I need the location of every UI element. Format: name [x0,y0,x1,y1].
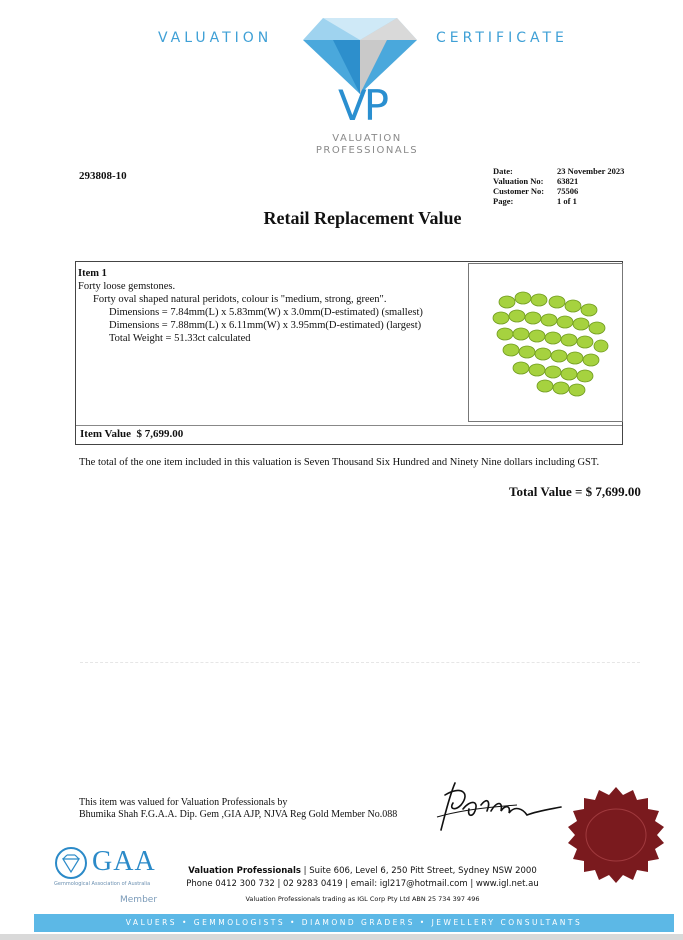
meta-label: Date: [493,166,513,176]
meta-block [493,166,624,206]
reference-number: 293808-10 [79,170,127,182]
valuer-block [79,797,397,821]
item-line-3: Dimensions = 7.84mm(L) x 5.83mm(W) x 3.0mm(D-estimated) (smallest) [109,307,423,318]
gemstone-photo [468,263,623,422]
item-value-label: Item Value [80,428,132,440]
item-line-4: Dimensions = 7.88mm(L) x 6.11mm(W) x 3.95mm(D-estimated) (largest) [109,320,422,331]
footer-address [0,866,683,876]
bottom-edge [0,934,683,940]
meta-row-date [493,166,624,176]
item-value-amount: $ 7,699.00 [136,428,184,440]
item-line-2: Forty oval shaped natural peridots, colour is "medium, strong, green". [93,294,387,305]
valuer-line-1: This item was valued for Valuation Professionals by [79,797,288,808]
total-value: Total Value = $ 7,699.00 [509,484,641,499]
signature-icon [427,775,567,835]
footer-trading: Valuation Professionals trading as IGL Corp Pty Ltd ABN 25 734 397 496 [245,895,480,903]
footer-contact: Phone 0412 300 732 | 02 9283 0419 | email: igl217@hotmail.com | www.igl.net.au [186,879,539,889]
meta-row-page [493,196,624,206]
gaa-logo-text: GAA [92,846,156,877]
meta-row-customer-no [493,186,624,196]
footer-company: Valuation Professionals [188,866,301,876]
meta-label: Customer No: [493,186,545,196]
peridot-cluster-icon [469,264,622,421]
header-valuation-word: VALUATION [158,30,273,46]
meta-value: 75506 [557,186,579,196]
item-heading: Item 1 [78,268,107,279]
header-certificate-word: CERTIFICATE [436,30,568,46]
divider [80,662,640,663]
item-line-1: Forty loose gemstones. [78,281,176,292]
meta-value: 23 November 2023 [557,166,625,176]
vp-logo-letters: VP [337,81,387,130]
gaa-full-name: Gemmological Association of Australia [54,881,151,887]
logo-line-valuation: VALUATION [332,133,402,144]
footer-band: VALUERS • GEMMOLOGISTS • DIAMOND GRADERS • JEWELLERY CONSULTANTS [34,914,674,932]
meta-row-valuation-no [493,176,624,186]
item-value [80,428,183,440]
item-line-5: Total Weight = 51.33ct calculated [109,333,251,344]
meta-value: 63821 [557,176,579,186]
meta-label: Valuation No: [493,176,544,186]
gaa-member-label: Member [120,895,158,905]
valuer-line-2: Bhumika Shah F.G.A.A. Dip. Gem ,GIA AJP, NJVA Reg Gold Member No.088 [79,809,398,820]
item-description [78,267,423,345]
logo-line-professionals: PROFESSIONALS [315,145,419,156]
meta-value: 1 of 1 [557,196,577,206]
meta-label: Page: [493,196,514,206]
document-title: Retail Replacement Value [263,208,462,228]
total-sentence: The total of the one item included in this valuation is Seven Thousand Six Hundred and Ninety Nine dollars including GST. [79,457,600,468]
footer-street: | Suite 606, Level 6, 250 Pitt Street, Sydney NSW 2000 [300,866,537,876]
